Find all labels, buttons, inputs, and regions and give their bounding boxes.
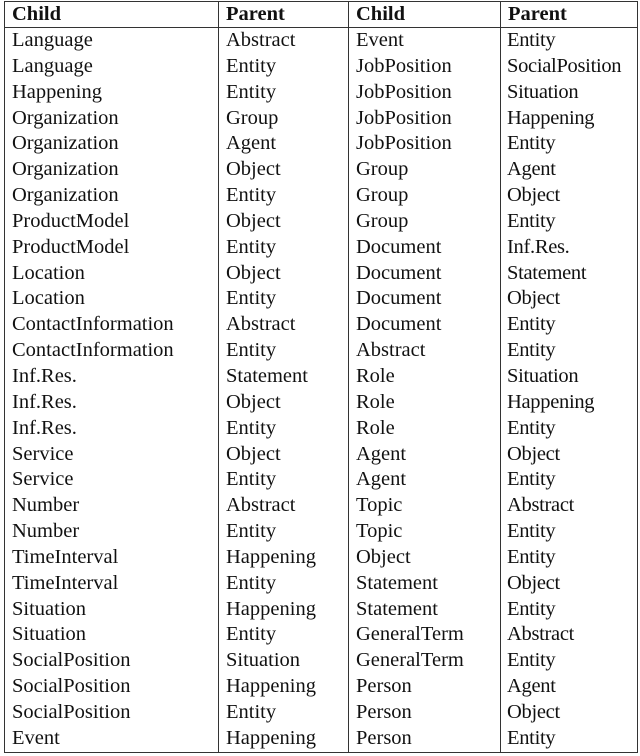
child-cell: Service [5,467,219,493]
child-cell: Happening [5,80,219,106]
child-cell: ProductModel [5,235,219,261]
child-cell: SocialPosition [5,648,219,674]
child-cell: Organization [5,131,219,157]
parent-cell: Situation [501,80,638,106]
child-cell: Person [349,726,501,752]
child-cell: SocialPosition [5,674,219,700]
header-parent-1: Parent [219,2,349,28]
child-cell: Service [5,442,219,468]
table-row [5,493,638,519]
child-cell: Organization [5,157,219,183]
table-row [5,235,638,261]
child-cell: GeneralTerm [349,648,501,674]
parent-cell: Object [219,261,349,287]
parent-cell: Inf.Res. [501,235,638,261]
child-cell: Situation [5,622,219,648]
child-cell: Group [349,183,501,209]
parent-cell: Object [219,209,349,235]
table-row [5,261,638,287]
parent-cell: Abstract [501,622,638,648]
child-cell: Person [349,674,501,700]
parent-cell: Statement [219,364,349,390]
child-cell: Location [5,261,219,287]
table-row [5,364,638,390]
table-row [5,54,638,80]
table-row [5,80,638,106]
child-cell: TimeInterval [5,571,219,597]
child-cell: Statement [349,571,501,597]
child-cell: Topic [349,493,501,519]
table-row [5,519,638,545]
parent-cell: Situation [501,364,638,390]
parent-cell: Object [501,442,638,468]
parent-cell: Entity [219,571,349,597]
parent-cell: Object [219,442,349,468]
parent-cell: Agent [501,157,638,183]
child-cell: Language [5,54,219,80]
child-cell: Organization [5,106,219,132]
table-row [5,674,638,700]
parent-cell: Object [501,571,638,597]
table-row [5,209,638,235]
parent-cell: Object [501,286,638,312]
child-cell: ProductModel [5,209,219,235]
parent-cell: Entity [501,648,638,674]
table-row [5,106,638,132]
child-cell: Organization [5,183,219,209]
table-row [5,622,638,648]
header-parent-2: Parent [501,2,638,28]
table-row [5,545,638,571]
table-row [5,312,638,338]
table-row [5,648,638,674]
header-child-2: Child [349,2,501,28]
parent-cell: Entity [501,28,638,54]
parent-cell: Entity [501,726,638,752]
child-cell: ContactInformation [5,338,219,364]
child-parent-table [4,1,638,753]
table-row [5,416,638,442]
table-row [5,183,638,209]
parent-cell: Entity [501,416,638,442]
parent-cell: Situation [219,648,349,674]
child-cell: JobPosition [349,106,501,132]
table-row [5,157,638,183]
parent-cell: Happening [501,390,638,416]
child-cell: Inf.Res. [5,390,219,416]
table-row [5,28,638,54]
parent-cell: Entity [501,519,638,545]
parent-cell: Entity [501,209,638,235]
parent-cell: Entity [501,338,638,364]
header-child-1: Child [5,2,219,28]
child-cell: Number [5,493,219,519]
parent-cell: Abstract [219,312,349,338]
parent-cell: Object [219,390,349,416]
parent-cell: Entity [219,80,349,106]
child-cell: Location [5,286,219,312]
parent-cell: Entity [219,183,349,209]
child-cell: Agent [349,442,501,468]
child-cell: Number [5,519,219,545]
child-cell: Role [349,364,501,390]
child-cell: Statement [349,597,501,623]
table-row [5,700,638,726]
child-cell: Object [349,545,501,571]
parent-cell: Abstract [219,28,349,54]
parent-cell: Abstract [219,493,349,519]
parent-cell: Statement [501,261,638,287]
child-cell: Situation [5,597,219,623]
parent-cell: SocialPosition [501,54,638,80]
parent-cell: Happening [219,726,349,752]
child-cell: JobPosition [349,54,501,80]
table-row [5,571,638,597]
child-cell: SocialPosition [5,700,219,726]
table-row [5,467,638,493]
parent-cell: Object [219,157,349,183]
child-cell: Role [349,390,501,416]
child-cell: Abstract [349,338,501,364]
parent-cell: Entity [219,54,349,80]
parent-cell: Entity [501,545,638,571]
parent-cell: Entity [219,519,349,545]
parent-cell: Entity [219,700,349,726]
child-cell: GeneralTerm [349,622,501,648]
child-cell: Document [349,261,501,287]
parent-cell: Entity [219,286,349,312]
child-cell: ContactInformation [5,312,219,338]
table-row [5,131,638,157]
parent-cell: Object [501,183,638,209]
child-cell: Language [5,28,219,54]
table-row [5,286,638,312]
parent-cell: Agent [219,131,349,157]
parent-cell: Entity [219,467,349,493]
parent-cell: Entity [219,416,349,442]
child-cell: Event [5,726,219,752]
child-cell: Event [349,28,501,54]
parent-cell: Entity [501,467,638,493]
parent-cell: Entity [501,597,638,623]
child-cell: JobPosition [349,131,501,157]
parent-cell: Object [501,700,638,726]
child-cell: TimeInterval [5,545,219,571]
parent-cell: Entity [219,338,349,364]
table-row [5,338,638,364]
child-cell: Document [349,312,501,338]
child-cell: Topic [349,519,501,545]
table-row [5,726,638,752]
child-cell: Inf.Res. [5,364,219,390]
child-cell: Inf.Res. [5,416,219,442]
table-row [5,597,638,623]
parent-cell: Agent [501,674,638,700]
parent-cell: Abstract [501,493,638,519]
child-cell: Group [349,209,501,235]
parent-cell: Entity [501,312,638,338]
child-cell: Group [349,157,501,183]
child-cell: JobPosition [349,80,501,106]
table-row [5,390,638,416]
child-cell: Person [349,700,501,726]
parent-cell: Entity [501,131,638,157]
child-cell: Document [349,286,501,312]
table-row [5,442,638,468]
child-cell: Agent [349,467,501,493]
parent-cell: Happening [219,597,349,623]
parent-cell: Happening [501,106,638,132]
parent-cell: Group [219,106,349,132]
parent-cell: Entity [219,235,349,261]
parent-cell: Happening [219,545,349,571]
parent-cell: Happening [219,674,349,700]
child-cell: Document [349,235,501,261]
child-cell: Role [349,416,501,442]
parent-cell: Entity [219,622,349,648]
header-row [5,2,638,28]
